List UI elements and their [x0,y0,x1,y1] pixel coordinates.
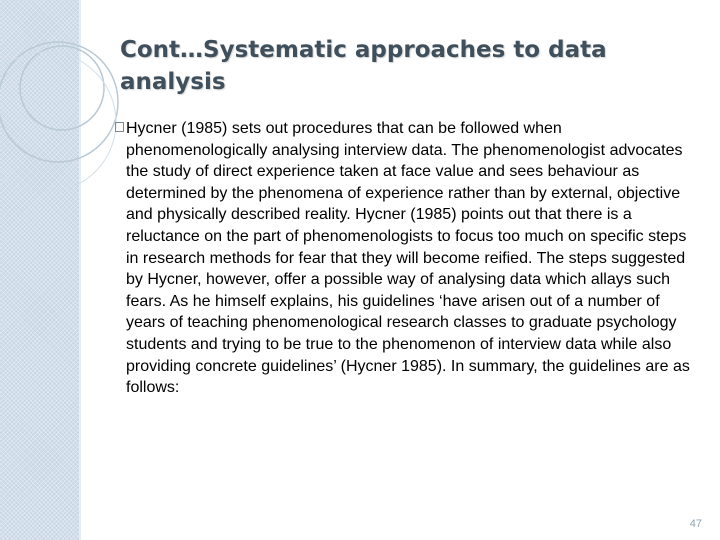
bullet-square-icon [115,122,124,132]
slide-title: Cont…Systematic approaches to data analysis [120,37,607,95]
page-number: 47 [689,518,702,530]
decorative-circle-large [0,42,118,162]
bullet-text: Hycner (1985) sets out procedures that can be followed when phenomenologically analysing interview data. The phenomenologist advocates the study of direct experience taken at face value and sees behaviour as determined by the phenomena of experience rather than by external, objective and physically described reality. Hycner (1985) points out that there is a reluctance on the part of phenomenologists to focus too much on specific steps in research methods for fear that they will become reified. The steps suggested by Hycner, however, offer a possible way of analysing data which allays such fears. As he himself explains, his guidelines ‘have arisen out of a number of years of teaching phenomenological research classes to graduate psychology students and trying to be true to the phenomenon of interview data while also providing concrete guidelines’ (Hycner 1985). In summary, the guidelines are as follows: [126,120,690,397]
decorative-circle-outer [0,52,116,192]
bullet-item [126,118,695,399]
bullet-list [126,118,695,399]
decorative-circle-small [20,46,104,130]
